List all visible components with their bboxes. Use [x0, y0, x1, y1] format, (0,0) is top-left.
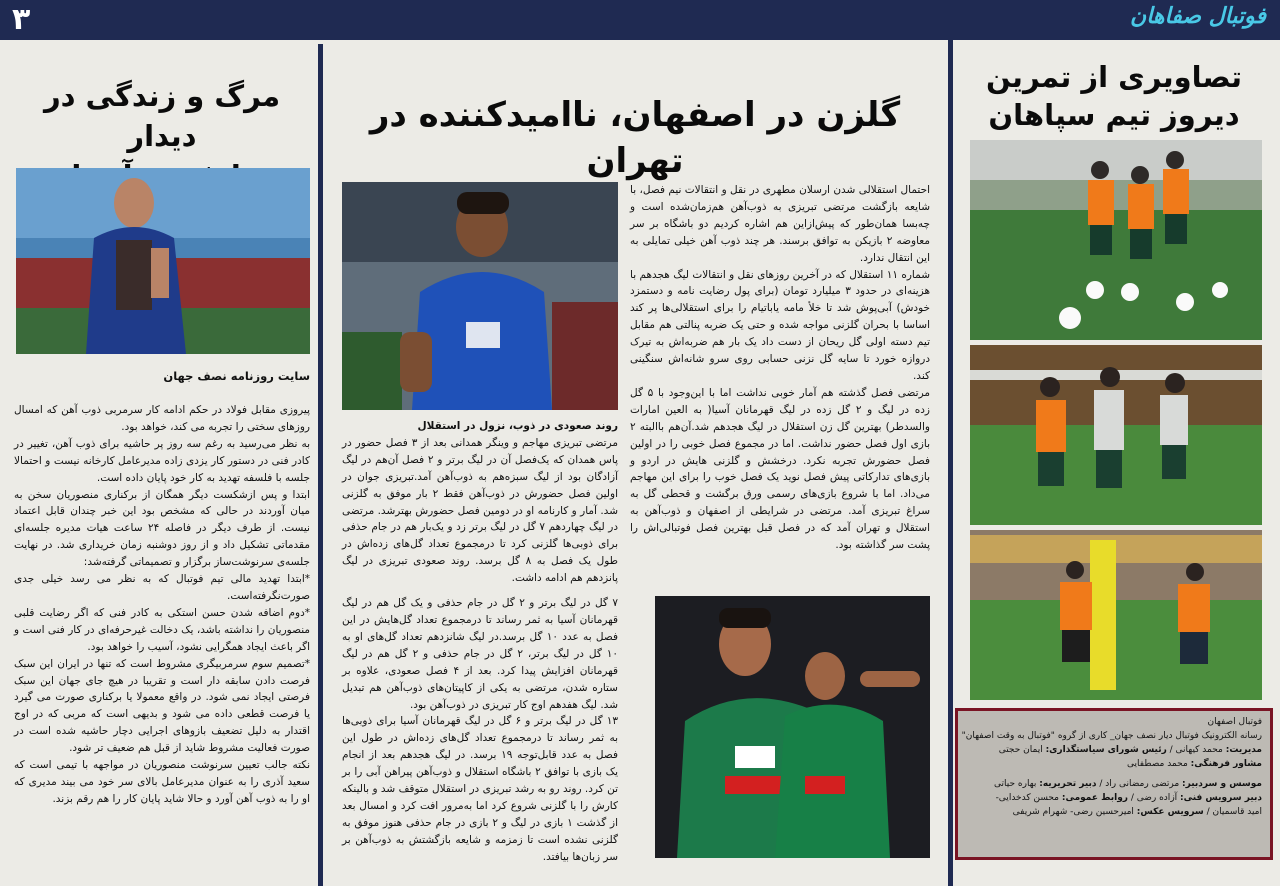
- mansourian-photo: [16, 168, 310, 354]
- middle-text-right: [630, 182, 930, 554]
- mid-paragraph-1: احتمال استقلالی شدن ارسلان مطهری در نقل و انتقالات نیم فصل، با شایعه بازگشت مرتضی تبریزی به ذوب‌آهن هم‌زمان‌شده است و چه‌بسا همان‌طور که پیش‌ازاین هم اشاره کردیم دو باشگاه بر سر معاوضه ۲ بازیکن به توافق برسند. هر چند ذوب آهن خیلی تمایلی به این انتقال ندارد.: [630, 184, 931, 264]
- info-line-5: موسس و سردبیر: مرتضی رمضانی راد / دبیر تحریریه: بهاره حیاتی: [994, 779, 1262, 789]
- left-paragraph-3: ابتدا و پس ازشکست دیگر همگان از برکناری منصوریان سخن به میان آوردند در حالی که مشخص بود این خبر چندان قابل اعتماد نیست. از طرف دیگر در فاصله ۲۴ ساعت هیات مدیره جلسه‌ای مقدماتی تشکیل داد و از روز دوشنبه زمان خریداری شد. در نهایت جلسه‌ی سرنوشت‌ساز برگزار و تصمیماتی گرفته‌شد:: [14, 488, 310, 569]
- mid-subheading: روند صعودی در ذوب، نزول در استقلال: [417, 420, 618, 432]
- left-article-title: مرگ و زندگی در دیدار: [43, 79, 281, 153]
- sepahan-training-photo-3: [970, 530, 1262, 700]
- mid-paragraph-6: ۱۳ گل در لیگ برتر و ۶ گل در لیگ قهرمانان آسیا برای ذوبی‌ها به ثمر رساند تا درمجموع تعداد گل‌های زده‌اش در طول این فصل به عدد قابل‌توجه ۱۹ برسد. در لیگ هجدهم بعد از انجام یک بازی با توافق ۲ باشگاه استقلال و ذوب‌آهن پیراهن آبی را بر تن کرد. روند رو به رشد تبریزی در استقلال متوقف شد و بالینکه کارش را با گلزنی شروع کرد اما به‌مرور افت کرد و امسال بعد از گذشت ۱ بازی در لیگ و ۲ بازی در جام حذفی هنوز موفق به گلزنی نشده است تا زمزمه و شایعه بازگشتش به ذوب‌آهن بر سر زبان‌ها بیافتد.: [342, 715, 619, 863]
- masthead-info-box: [955, 708, 1273, 860]
- sepahan-training-photo-1: [970, 140, 1262, 340]
- left-paragraph-1: پیروزی مقابل فولاد در حکم ادامه کار سرمربی ذوب آهن که امسال روزهای سختی را تجربه می کند، خواهد بود.: [14, 404, 310, 433]
- mid-paragraph-5: ۷ گل در لیگ برتر و ۲ گل در جام حذفی و یک گل هم در لیگ قهرمانان آسیا به ثمر رساند تا درمجموع تعداد گل‌هایش در این فصل به عدد ۱۰ گل برسد.در لیگ شانزدهم تعداد گل‌های او به ۱۰ گل در لیگ برتر، ۲ گل در جام حذفی و ۲ گل هم در لیگ قهرمانان افزایش پیدا کرد. بعد از ۴ فصل صعودی، علاوه بر ستاره شدن، مرتضی به یکی از کاپیتان‌های ذوب‌آهن هم تبدیل شد. لیگ هفدهم اوج کار تبریزی در ذوب‌آهن بود.: [342, 597, 619, 711]
- left-text: [14, 402, 310, 808]
- divider-bottom-right: [1275, 40, 1278, 886]
- info-line-4: مشاور فرهنگی: محمد مصطفایی: [1127, 759, 1262, 769]
- mid-paragraph-3: مرتضی فصل گذشته هم آمار خوبی نداشت اما با این‌وجود با ۵ گل زده در لیگ و ۲ گل زده در لیگ قهرمانان آسیا( به العین امارات والسدطر) بهترین گل زن استقلال در لیگ هجدهم شد.آن‌هم باالبته ۲ بازی اول فصل حضور نداشت. اما در مجموع فصل خوبی را در اولین فصل حضورش تجربه نکرد. درخشش و گلزنی هایش در اردو و بازی‌های تدارکاتی پیش فصل نوید یک فصل خوب را برای این مهاجم می‌داد. اما با شروع بازی‌های رسمی ورق برگشت و قحطی گل به سراغ تبریزی آمد. مرتضی در شرایطی از اصفهان و ذوب‌آهن به استقلال و تهران آمد که در فصل قبل بهترین فصل فوتبالی‌اش را پشت سر گذاشته بود.: [630, 386, 930, 552]
- left-paragraph-7: نکته جالب تعیین سرنوشت منصوریان در مواجهه با تیمی است که سعید آذری را به عنوان مدیرعامل بالای سر خود می بیند مدیری که او را به ذوب آهن آورد و حالا شاید پایان کار را هم رقم بزند.: [14, 759, 310, 805]
- left-paragraph-4: *ابتدا تهدید مالی تیم فوتبال که به نظر می رسد خیلی جدی صورت‌نگرفته‌است.: [14, 573, 310, 602]
- publication-logo: فوتبال صفاهان: [1130, 3, 1266, 29]
- left-paragraph-2: به نظر می‌رسید به رغم سه روز پر حاشیه برای ذوب آهن، تغییر در کادر فنی در دستور کار یزدی زاده مدیرعامل کارخانه نیست و احتمالا جلسه با فلسفه تهدید به کار خود پایان داده است.: [14, 437, 310, 484]
- column-divider-left: [318, 44, 323, 886]
- tabrizi-zobahan-photo: [655, 596, 930, 858]
- info-line-3: مدیریت: محمد کیهانی / رئیس شورای سیاستگذاری: ایمان حجتی: [998, 745, 1262, 755]
- right-column-title: تصاویری از تمرین دیروز تیم سپاهان: [985, 60, 1243, 132]
- column-divider-right: [948, 40, 953, 886]
- mid-paragraph-2: شماره ۱۱ استقلال که در آخرین روزهای نقل و انتقالات لیگ هجدهم با هزینه‌ای در حدود ۳ میلیارد تومان (برای پول رضایت نامه و دستمزد خودش) آبی‌پوش شد تا خلأ مامه یاباتیام را برای استقلالی‌ها پر کند اساسا با بحران گلزنی مواجه شده و حتی یک ضربه پنالتی هم مقابل تیم دسته اولی گل ریحان از دست داد یک بار هم ضربه‌اش به تیرک دروازه خورد تا سایه گل نزنی حسابی روی سرو شانه‌اش سنگینی کند.: [630, 268, 930, 382]
- page-number: ۳: [12, 2, 31, 37]
- tabrizi-esteghlal-photo: [342, 182, 618, 410]
- info-line-2: رسانه الکترونیک فوتبال دیار نصف جهان_ کاری از گروه "فوتبال به وقت اصفهان": [961, 731, 1262, 741]
- sepahan-training-photo-2: [970, 345, 1262, 525]
- middle-article-title: گلزن در اصفهان، ناامیدکننده در تهران: [369, 95, 901, 181]
- info-line-7: امید قاسمیان / سرویس عکس: امیرحسین رضی- شهرام شریفی: [1012, 807, 1262, 817]
- mid-paragraph-4: مرتضی تبریزی مهاجم و وینگر همدانی بعد از ۳ فصل حضور در پاس همدان که یک‌فصل آن در لیگ برتر و ۲ فصل آن‌هم در لیگ آزادگان بود از لیگ سبزه‌هم به ذوب‌آهن آمد.تبریزی جوان در اولین فصل حضورش در ذوب‌آهن فقط ۲ بار موفق به گلزنی شد. آمار و کارنامه او در دومین فصل حضورش بهتر‌شد. مرتضی در لیگ چهاردهم ۷ گل در لیگ برتر زد و یک‌بار هم در جام حذفی برای ذوبی‌ها گلزنی کرد تا درمجموع تعداد گل‌های زده‌اش در طول یک فصل به ۸ گل برسد. روند صعودی تبریزی در لیگ پانزدهم هم ادامه داشت.: [342, 436, 618, 585]
- left-source-caption: سایت روزنامه نصف جهان: [163, 369, 310, 383]
- left-paragraph-6: *تصمیم سوم سرمربیگری مشروط است که تنها در ایران این سبک فرصت دادن سابقه دار است و تقریبا در هیچ جای جهان این سبک فرصتی ایجاد نمی شود. در واقع معمولا یا برکناری صورت می گیرد یا فرصت قطعی داده می شود و بدیهی است که مربی که در اوج اقتدار به دلیل تضعیف بازوهای اجرایی دچار حاشیه شده است در صورت فعالیت مشروط شاید از قبل هم ضعیف تر شود.: [14, 657, 310, 755]
- middle-text-left: [342, 418, 618, 866]
- top-bar: [0, 0, 1280, 40]
- info-line-1: فوتبال اصفهان: [1207, 717, 1262, 727]
- left-paragraph-5: *دوم اضافه شدن حسن استکی به کادر فنی که اگر رضایت قلبی منصوریان را نداشته باشد، یک دخالت غیرحرفه‌ای در کار فنی است و اگر باعث ایجاد همگرایی نشود، آسیب را خواهد بود.: [14, 606, 310, 653]
- info-line-6: دبیر سرویس فنی: آزاده رضی / روابط عمومی: محسن کدخدایی-: [995, 793, 1262, 803]
